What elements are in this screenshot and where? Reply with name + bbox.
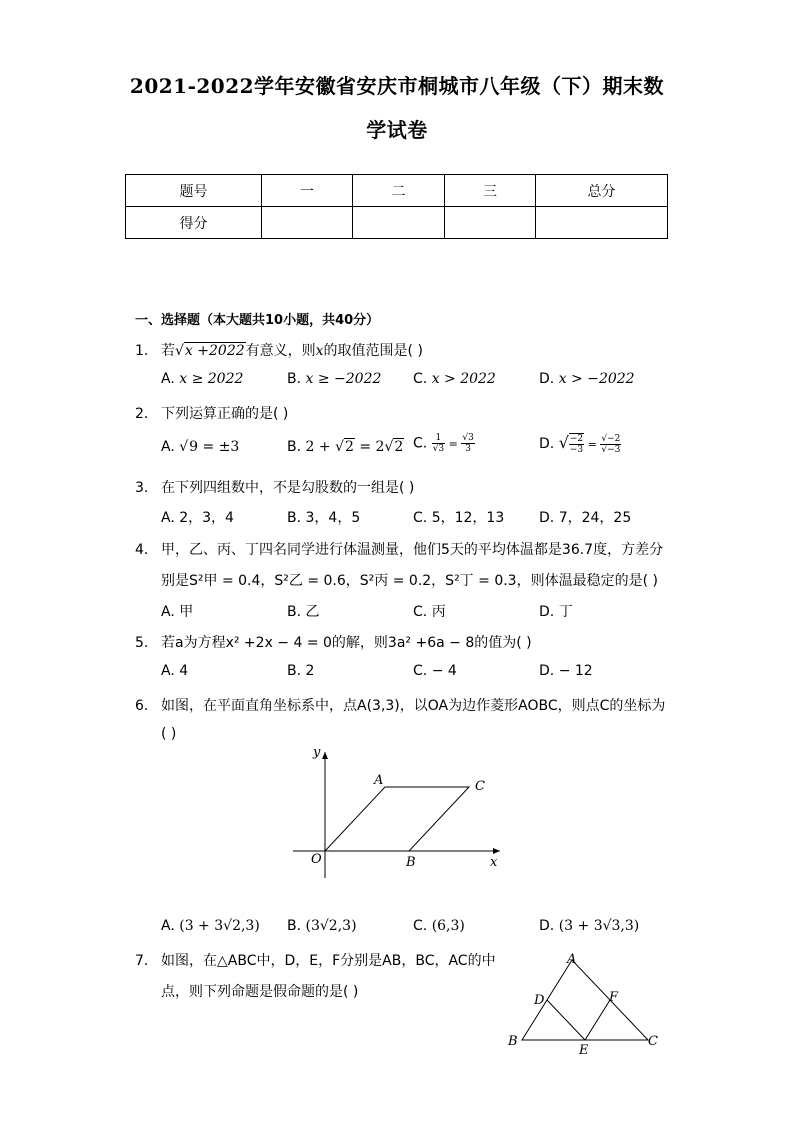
score-table	[125, 174, 668, 239]
label-c: C	[475, 779, 485, 794]
q5-option-a[interactable]: A. 4	[161, 663, 189, 679]
q4-option-d[interactable]: D. 丁	[539, 604, 573, 620]
label-a: A	[374, 773, 384, 788]
question-number: 3.	[135, 480, 149, 496]
label-b: B	[406, 855, 416, 870]
question-number: 1.	[135, 343, 149, 359]
question-7-line2: 点，则下列命题是假命题的是( )	[161, 984, 359, 1000]
paper-title-line2: 学试卷	[366, 118, 428, 142]
score-table-score-row	[126, 207, 668, 239]
q3-option-c[interactable]: C. 5，12，13	[413, 510, 505, 526]
paper-title-line1: 2021-2022学年安徽省安庆市桐城市八年级（下）期末数	[129, 74, 665, 98]
score-cell[interactable]	[262, 207, 353, 239]
q4-option-c[interactable]: C. 丙	[413, 604, 446, 620]
label-o: O	[311, 852, 322, 867]
q2-option-b[interactable]: B. 2 + √2 = 2√2	[287, 439, 404, 455]
q1-option-d[interactable]: D. x > −2022	[539, 371, 635, 387]
question-number: 5.	[135, 635, 149, 651]
question-6: 6. 如图，在平面直角坐标系中，点A(3,3)，以OA为边作菱形AOBC，则点C的坐标为	[135, 698, 666, 714]
q5-option-d[interactable]: D. − 12	[539, 663, 593, 679]
score-cell[interactable]	[353, 207, 445, 239]
q6-option-b[interactable]: B. (3√2,3)	[287, 918, 357, 934]
q1-option-a[interactable]: A. x ≥ 2022	[161, 371, 244, 387]
question-number: 7.	[135, 953, 149, 969]
question-number: 2.	[135, 406, 149, 422]
question-4-line2: 别是S²甲 = 0.4，S²乙 = 0.6，S²丙 = 0.2，S²丁 = 0.3，则体温最稳定的是( )	[161, 573, 658, 589]
label-x: x	[490, 855, 498, 870]
question-3: 3. 在下列四组数中，不是勾股数的一组是( )	[135, 480, 415, 496]
q6-option-d[interactable]: D. (3 + 3√3,3)	[539, 918, 640, 934]
q4-option-a[interactable]: A. 甲	[161, 604, 194, 620]
score-cell[interactable]	[536, 207, 668, 239]
q6-option-a[interactable]: A. (3 + 3√2,3)	[161, 918, 260, 934]
triangle-midpoints-figure	[500, 948, 670, 1058]
q4-option-b[interactable]: B. 乙	[287, 604, 320, 620]
radicand: x +2022	[184, 343, 245, 359]
question-2: 2. 下列运算正确的是( )	[135, 406, 289, 422]
label-d: D	[534, 993, 545, 1008]
q2-option-c[interactable]: C. $\frac{1}{√3}$ = $\frac{√3}{3}$	[413, 433, 474, 454]
q6-option-c[interactable]: C. (6,3)	[413, 918, 465, 934]
question-5: 5. 若a为方程x² +2x − 4 = 0的解，则3a² +6a − 8的值为( )	[135, 635, 532, 651]
label-e: E	[579, 1043, 589, 1058]
question-6-line2: ( )	[161, 726, 177, 742]
label-y: y	[313, 745, 321, 760]
score-cell[interactable]	[445, 207, 536, 239]
q5-option-c[interactable]: C. − 4	[413, 663, 457, 679]
question-7: 7. 如图，在△ABC中，D，E，F分别是AB，BC，AC的中	[135, 953, 496, 969]
section-heading: 一、选择题（本大题共10小题，共40分）	[135, 313, 380, 328]
table-cell: 一	[262, 175, 353, 207]
segment-fe	[585, 1000, 610, 1040]
rhombus-aobc	[325, 787, 469, 851]
label-f: F	[609, 990, 619, 1005]
q5-option-b[interactable]: B. 2	[287, 663, 315, 679]
table-cell: 三	[445, 175, 536, 207]
segment-de	[547, 1000, 585, 1040]
rhombus-coordinate-figure	[285, 742, 510, 882]
question-number: 6.	[135, 698, 149, 714]
q3-option-a[interactable]: A. 2，3，4	[161, 510, 234, 526]
table-cell: 二	[353, 175, 445, 207]
label-a: A	[567, 952, 577, 967]
table-cell: 得分	[126, 207, 262, 239]
x-axis-arrow	[493, 848, 500, 854]
question-number: 4.	[135, 542, 149, 558]
q3-option-b[interactable]: B. 3，4，5	[287, 510, 361, 526]
label-b: B	[508, 1034, 518, 1049]
q2-option-d[interactable]: D. √ $\frac{-2}{-3}$ = $\frac{√-2}{√-3}$	[539, 433, 621, 455]
question-1: 1. 若√x +2022有意义，则x的取值范围是( )	[135, 343, 423, 359]
q3-option-d[interactable]: D. 7，24，25	[539, 510, 632, 526]
table-cell: 总分	[536, 175, 668, 207]
label-c: C	[648, 1034, 658, 1049]
q1-option-b[interactable]: B. x ≥ −2022	[287, 371, 382, 387]
table-cell: 题号	[126, 175, 262, 207]
q1-option-c[interactable]: C. x > 2022	[413, 371, 496, 387]
y-axis-arrow	[322, 752, 328, 759]
question-4: 4. 甲，乙、丙、丁四名同学进行体温测量，他们5天的平均体温都是36.7度，方差分	[135, 542, 664, 558]
q2-option-a[interactable]: A. √9 = ±3	[161, 439, 240, 455]
score-table-header-row	[126, 175, 668, 207]
